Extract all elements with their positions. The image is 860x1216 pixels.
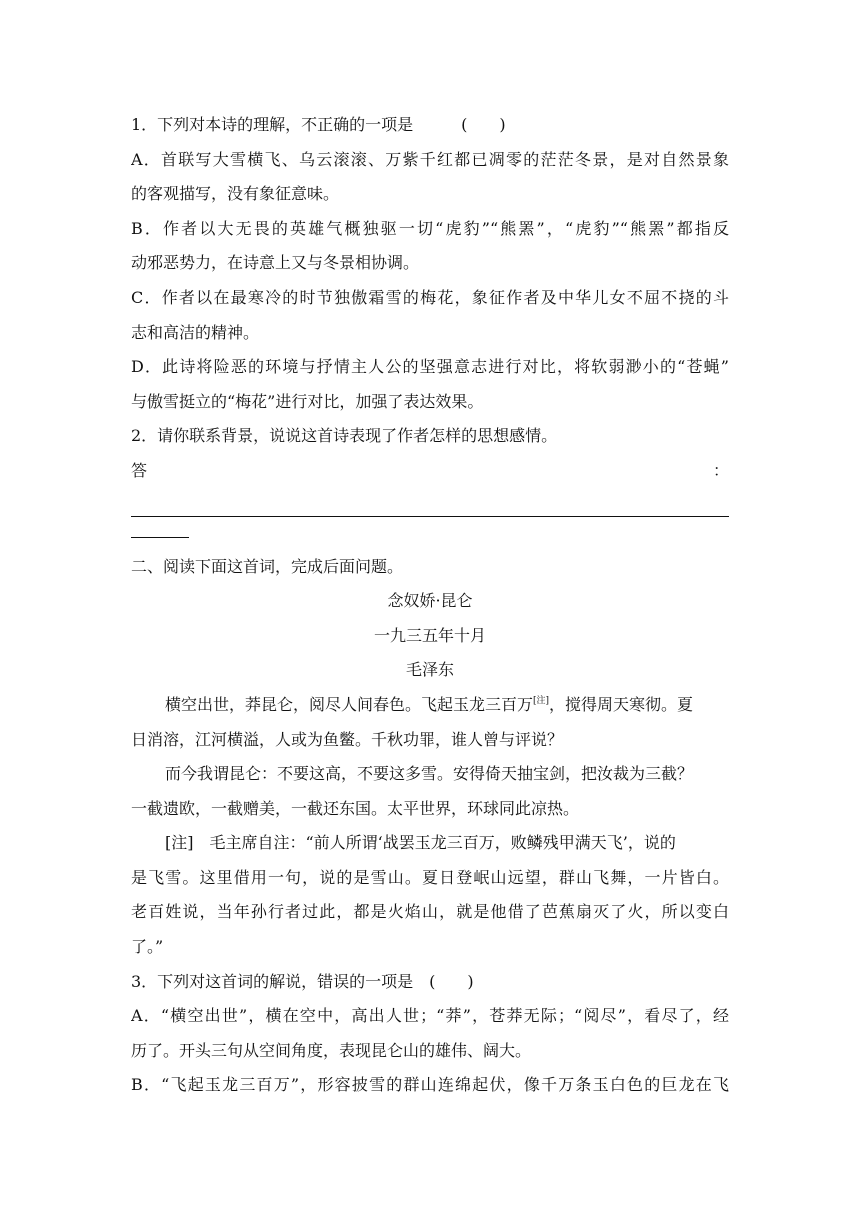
question-3-option-b-line-1: B．“飞起玉龙三百万”，形容披雪的群山连绵起伏，像千万条玉白色的巨龙在飞 <box>131 1075 729 1095</box>
poem-stanza-1-line-2: 日消溶，江河横溢，人或为鱼鳖。千秋功罪，谁人曾与评说？ <box>131 729 564 749</box>
poem-stanza-1-text-b: ，搅得周天寒彻。夏 <box>549 694 694 714</box>
poem-note-line-2: 是飞雪。这里借用一句，说的是雪山。夏日登岷山远望，群山飞舞，一片皆白。 <box>131 867 729 887</box>
poem-title: 念奴娇·昆仑 <box>387 591 473 611</box>
answer-label: 答 <box>131 460 148 480</box>
question-3-stem: 3．下列对这首词的解说，错误的一项是 ( ) <box>131 971 474 991</box>
document-body <box>131 108 729 1103</box>
poem-note-line-1: [注] 毛主席自注：“前人所谓‘战罢玉龙三百万，败鳞残甲满天飞’，说的 <box>165 833 676 853</box>
answer-blank-line[interactable] <box>131 489 729 517</box>
question-1-option-d-line-2: 与傲雪挺立的“梅花”进行对比，加强了表达效果。 <box>131 391 484 411</box>
question-1-option-a-line-1: A．首联写大雪横飞、乌云滚滚、万紫千红都已凋零的茫茫冬景，是对自然景象 <box>131 149 729 169</box>
question-1-option-c-line-1: C．作者以在最寒冷的时节独傲霜雪的梅花，象征作者及中华儿女不屈不挠的斗 <box>131 287 729 307</box>
question-1-option-c-line-2: 志和高洁的精神。 <box>131 322 260 342</box>
question-1-option-d-line-1: D．此诗将险恶的环境与抒情主人公的坚强意志进行对比，将软弱渺小的“苍蝇” <box>131 357 729 377</box>
question-1-stem: 1．下列对本诗的理解，不正确的一项是 ( ) <box>131 115 506 134</box>
poem-stanza-1-line-1 <box>131 688 729 723</box>
poem-author: 毛泽东 <box>405 660 454 680</box>
poem-stanza-2-line-1: 而今我谓昆仑：不要这高，不要这多雪。安得倚天抽宝剑，把汝裁为三截？ <box>165 764 694 784</box>
answer-blank-line-continued[interactable] <box>131 517 189 538</box>
poem-stanza-1-text-a: 横空出世，莽昆仑，阅尽人间春色。飞起玉龙三百万 <box>165 694 534 714</box>
answer-colon: ： <box>712 460 729 480</box>
poem-stanza-2-line-2: 一截遗欧，一截赠美，一截还东国。太平世界，环球同此凉热。 <box>131 798 580 818</box>
footnote-marker: [注] <box>533 695 550 706</box>
question-3-option-a-line-1: A．“横空出世”，横在空中，高出人世；“莽”，苍莽无际；“阅尽”，看尽了，经 <box>131 1006 729 1026</box>
poem-note-line-4: 了。” <box>131 937 164 957</box>
answer-line-label <box>131 454 729 489</box>
poem-date: 一九三五年十月 <box>373 625 486 645</box>
poem-note-line-3: 老百姓说，当年孙行者过此，都是火焰山，就是他借了芭蕉扇灭了火，所以变白 <box>131 902 729 922</box>
question-3-option-a-line-2: 历了。开头三句从空间角度，表现昆仑山的雄伟、阔大。 <box>131 1040 532 1060</box>
question-1-option-a-line-2: 的客观描写，没有象征意味。 <box>131 184 340 204</box>
question-1-option-b-line-1: B．作者以大无畏的英雄气概独驱一切“虎豹”“熊罴”，“虎豹”“熊罴”都指反 <box>131 218 729 238</box>
question-2-stem: 2．请你联系背景，说说这首诗表现了作者怎样的思想感情。 <box>131 426 558 446</box>
question-1-option-b-line-2: 动邪恶势力，在诗意上又与冬景相协调。 <box>131 253 420 273</box>
section-2-heading: 二、阅读下面这首词，完成后面问题。 <box>131 556 404 576</box>
